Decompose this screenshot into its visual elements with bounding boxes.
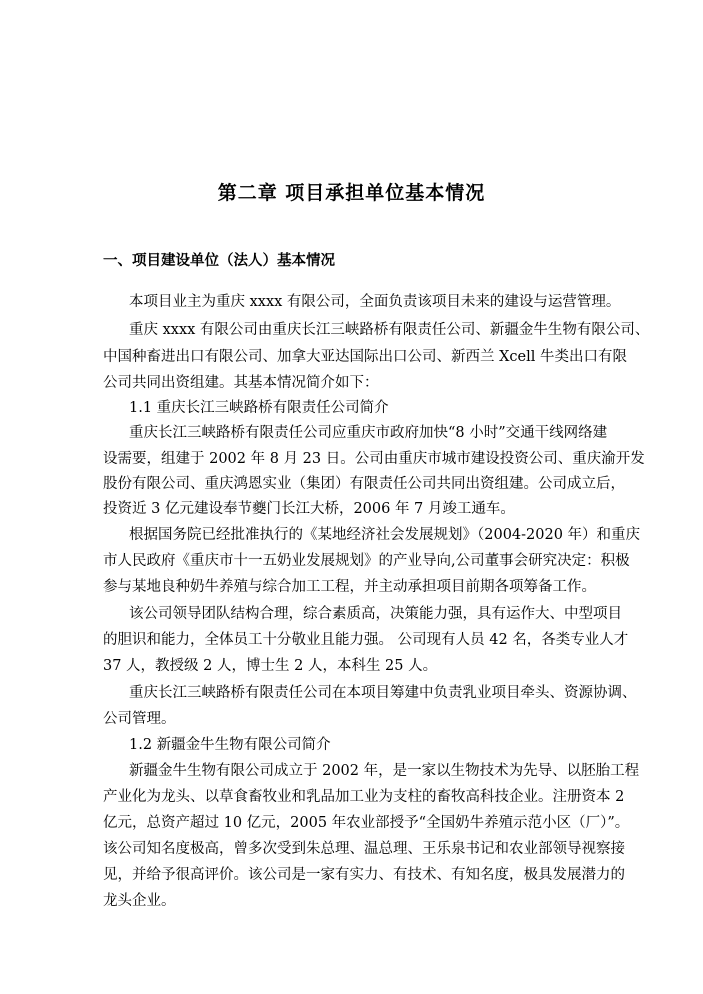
paragraph-line: 重庆 xxxx 有限公司由重庆长江三峡路桥有限责任公司、新疆金牛生物有限公司、 (129, 322, 650, 338)
paragraph-line: 投资近 3 亿元建设奉节夔门长江大桥，2006 年 7 月竣工通车。 (103, 501, 515, 517)
paragraph-line: 股份有限公司、重庆鸿恩实业（集团）有限责任公司共同出资组建。公司成立后， (103, 476, 625, 492)
paragraph-line: 设需要，组建于 2002 年 8 月 23 日。公司由重庆市城市建设投资公司、重庆渝开发 (103, 451, 645, 467)
paragraph-line: 龙头企业。 (103, 893, 176, 909)
paragraph-line: 重庆长江三峡路桥有限责任公司在本项目筹建中负责乳业项目牵头、资源协调、 (129, 685, 637, 701)
paragraph-line: 重庆长江三峡路桥有限责任公司应重庆市政府加快“8 小时”交通干线网络建 (129, 425, 608, 441)
paragraph-line: 本项目业主为重庆 xxxx 有限公司，全面负责该项目未来的建设与运营管理。 (129, 294, 621, 310)
paragraph-line: 参与某地良种奶牛养殖与综合加工工程，并主动承担项目前期各项筹备工作。 (103, 579, 596, 595)
paragraph-line: 见，并给予很高评价。该公司是一家有实力、有技术、有知名度，极具发展潜力的 (103, 867, 625, 883)
subsection-heading: 1.2 新疆金牛生物有限公司简介 (129, 737, 331, 753)
paragraph-line: 公司管理。 (103, 711, 176, 727)
paragraph-line: 市人民政府《重庆市十一五奶业发展规划》的产业导向,公司董事会研究决定：积极 (103, 553, 630, 569)
subsection-heading: 1.1 重庆长江三峡路桥有限责任公司简介 (129, 400, 389, 416)
paragraph-line: 37 人，教授级 2 人，博士生 2 人，本科生 25 人。 (103, 658, 438, 674)
paragraph-line: 的胆识和能力，全体员工十分敬业且能力强。 公司现有人员 42 名，各类专业人才 (103, 632, 629, 648)
chapter-title: 第二章 项目承担单位基本情况 (217, 182, 486, 204)
paragraph-line: 公司共同出资组建。其基本情况简介如下： (103, 375, 379, 391)
paragraph-line: 该公司领导团队结构合理，综合素质高，决策能力强，具有运作大、中型项目 (129, 606, 622, 622)
paragraph-line: 亿元，总资产超过 10 亿元，2005 年农业部授予“全国奶牛养殖示范小区（厂）”。 (103, 815, 630, 831)
paragraph-line: 新疆金牛生物有限公司成立于 2002 年，是一家以生物技术为先导、以胚胎工程 (129, 763, 640, 779)
paragraph-line: 该公司知名度极高，曾多次受到朱总理、温总理、王乐泉书记和农业部领导视察接 (103, 841, 625, 857)
paragraph-line: 产业化为龙头、以草食畜牧业和乳品加工业为支柱的畜牧高科技企业。注册资本 2 (103, 789, 625, 805)
section-heading: 一、项目建设单位（法人）基本情况 (103, 252, 335, 269)
paragraph-line: 根据国务院已经批准执行的《某地经济社会发展规划》（2004-2020 年）和重庆 (129, 527, 641, 543)
paragraph-line: 中国种畜进出口有限公司、加拿大亚达国际出口公司、新西兰 Xcell 牛类出口有限 (103, 349, 628, 365)
